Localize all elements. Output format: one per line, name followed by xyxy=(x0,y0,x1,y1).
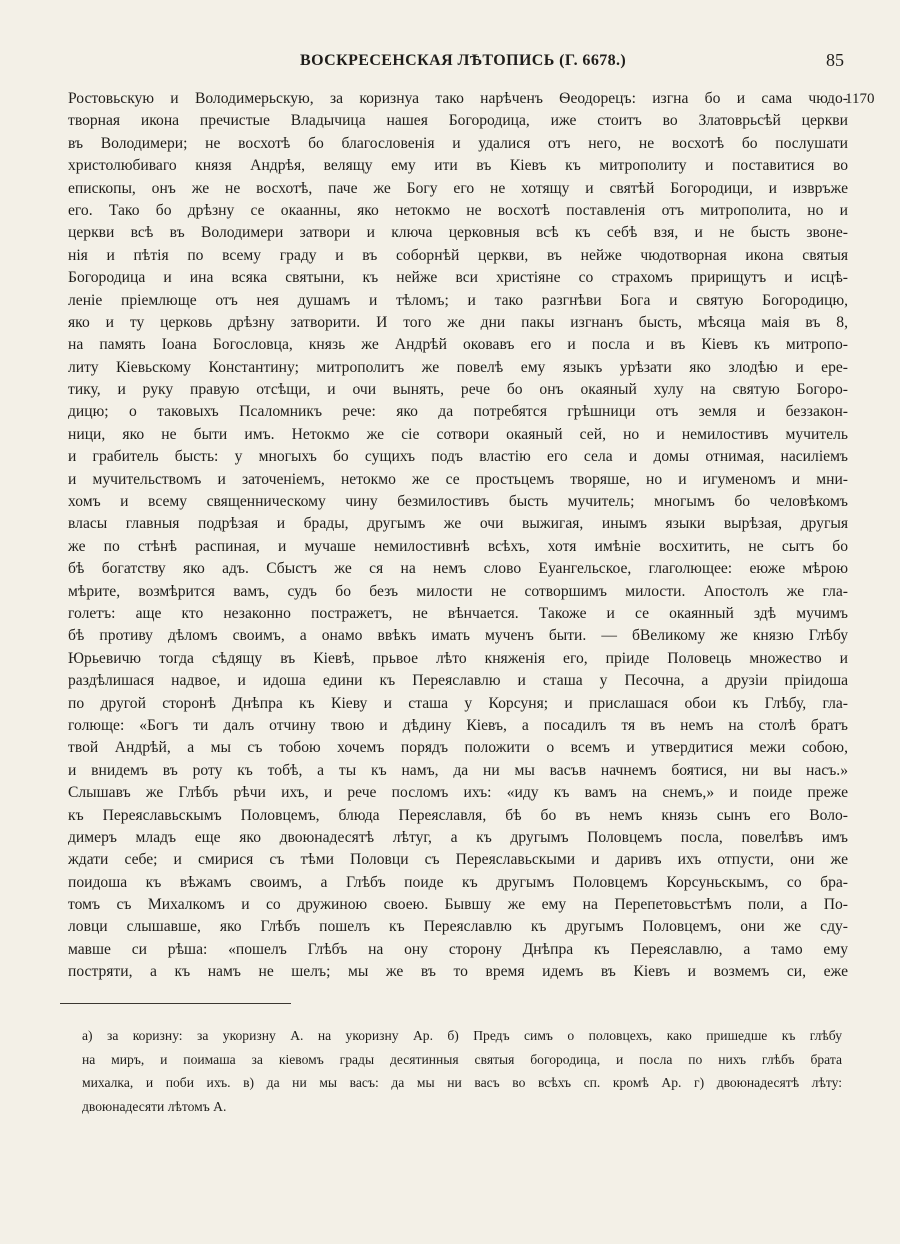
text-line: и внидемъ въ роту къ тобѣ, а ты къ намъ, да ни мы васъв начнемъ боятися, ни вы насъ.» xyxy=(68,761,848,779)
text-line: бѣ противу дѣломъ своимъ, а онамо ввѣкъ имать мученъ быти. — бВеликому же князю Глѣбу xyxy=(68,627,848,645)
text-line: литу Кіевьскому Константину; митрополитъ же повелѣ ему языкъ урѣзати яко злодѣю и ере- xyxy=(68,358,848,376)
text-line: бѣ богатству яко адъ. Сбыстъ же ся на немъ слово Еуангельское, глаголющее: еюже мѣрою xyxy=(68,560,848,578)
text-line: яко и ту церковь дрѣзну затворити. И того же дни пакы изгнанъ бысть, мѣсяца маія въ 8, xyxy=(68,313,848,331)
main-text xyxy=(68,88,848,984)
text-line: же по стѣнѣ распиная, и мучаше немилостивнѣ всѣхъ, хотя имѣніе восхитить, не сытъ бо xyxy=(68,537,848,555)
text-line: въ Володимери; не восхотѣ бо благословенія и удалися отъ него, не восхотѣ бо послушати xyxy=(68,134,848,152)
text-line: мѣрите, возмѣрится вамъ, судъ бо безъ милости не сотворшимъ милости. Апостолъ же гла- xyxy=(68,582,848,600)
running-title: ВОСКРЕСЕНСКАЯ ЛѢТОПИСЬ (Г. 6678.) xyxy=(300,52,627,69)
text-line: голюще: «Богъ ти далъ отчину твою и дѣдину Кіевъ, а посадилъ тя въ немъ на столѣ братъ xyxy=(68,716,848,734)
text-line: тику, и руку правую отсѣщи, и очи вынять, рече бо онъ окаяный хулу на святую Богоро- xyxy=(68,381,848,399)
text-line: раздѣлишася надвое, и идоша едини къ Переяславлю и сташа у Песочна, а друзіи пріидоша xyxy=(68,672,848,690)
text-line: дицю; о таковыхъ Псаломникъ рече: яко да потребятся грѣшници отъ земля и беззакон- xyxy=(68,403,848,421)
footnote-line: на миръ, и поимаша за кіевомъ грады десятинныя святыя богородица, и посла по нихъ глѣбъ брата xyxy=(82,1051,842,1067)
text-line: на память Іоана Богословца, князь же Андрѣй оковавъ его и посла и въ Кіевъ къ митропо- xyxy=(68,336,848,354)
page-header xyxy=(0,50,900,72)
text-line: томъ съ Михалкомъ и со дружиною своею. Бывшу же ему на Перепетовьстѣмъ поли, а По- xyxy=(68,896,848,914)
footnote-separator xyxy=(60,1003,291,1004)
text-line: ници, яко не быти имъ. Нетокмо же сіе сотвори окаяный сей, но и немилостивъ мучитель xyxy=(68,425,848,443)
margin-year-note: 1170 xyxy=(845,91,875,107)
text-line: творная икона пречистые Владычица нашея Богородица, иже стоитъ во Златоврьсѣй церкви xyxy=(68,112,848,130)
text-line: нія и пѣтія по всему граду и въ соборнѣй церкви, въ нейже чюдотворная икона святыя xyxy=(68,246,848,264)
text-line: ждати себе; и смирися съ тѣми Половци съ Переяславьскыми и даривъ ихъ отпусти, они же xyxy=(68,851,848,869)
text-line: хомъ и всему священническому чину безмилостивъ бысть мучитель; многымъ бо человѣкомъ xyxy=(68,493,848,511)
text-line: его. Тако бо дрѣзну се окаанны, яко нетокмо не восхотѣ поставленія отъ митрополита, но и xyxy=(68,201,848,219)
text-line: Ростовьскую и Володимерьскую, за коризнуа тако нарѣченъ Ѳеодорецъ: изгна бо и сама чюдо- xyxy=(68,90,848,107)
text-line: христолюбиваго князя Андрѣя, велящу ему ити въ Кіевъ къ митрополиту и поставитися во xyxy=(68,157,848,175)
text-line: Слышавъ же Глѣбъ рѣчи ихъ, и рече посломъ ихъ: «иду къ вамъ на снемъ,» и поиде преже xyxy=(68,784,848,802)
text-line: ловци слышавше, яко Глѣбъ пошелъ къ Переяславлю къ другымъ Половцемъ, они же сду- xyxy=(68,918,848,936)
footnote-line: двоюнадесяти лѣтомъ А. xyxy=(82,1098,227,1114)
page-number: 85 xyxy=(826,50,844,70)
text-line: постряти, а къ намъ не шелъ; мы же въ то время идемъ въ Кіевъ и возмемъ си, еже xyxy=(68,963,848,981)
text-line: и мучительствомъ и заточеніемъ, нетокмо же се простьцемъ творяше, но и игуменомъ и мни- xyxy=(68,470,848,488)
footnotes xyxy=(82,1024,842,1118)
footnote-line: а) за коризну: за укоризну А. на укоризну Ар. б) Предъ симъ о половцехъ, како пришедше къ глѣбу xyxy=(82,1028,842,1043)
text-line: къ Переяславьскымъ Половцемъ, блюда Переяславля, бѣ бо въ немъ князь сынъ его Воло- xyxy=(68,806,848,824)
text-line: димеръ младъ еще яко двоюнадесятѣ лѣтуг, а къ другымъ Половцемъ посла, повелѣвъ имъ xyxy=(68,828,848,846)
text-line: Юрьевичю тогда сѣдящу въ Кіевѣ, прьвое лѣто княженія его, пріиде Половець множество и xyxy=(68,649,848,667)
text-line: мавше си рѣша: «пошелъ Глѣбъ на ону сторону Днѣпра къ Переяславлю, а тамо ему xyxy=(68,940,848,958)
text-line: голетъ: аще кто незаконно постражетъ, не вѣнчается. Такоже и се окаянный здѣ мучимъ xyxy=(68,604,848,622)
text-line: и грабитель бысть: у многыхъ бо сущихъ подъ властію его села и домы отнимая, насиліемъ xyxy=(68,448,848,466)
text-line: Богородица и ина всяка святыни, къ нейже вси христіяне со страхомъ пририщутъ и исцѣ- xyxy=(68,269,848,287)
footnote-line: михалка, и поби ихъ. в) да ни мы васъ: да мы ни васъ во всѣхъ сп. кромѣ Ар. г) двоюнадесятѣ лѣту: xyxy=(82,1075,842,1091)
text-line: твой Андрѣй, а мы съ тобою хочемъ порядъ положити о всемъ и утвердитися межи собою, xyxy=(68,739,848,757)
text-line: власы главныя подрѣзая и брады, другымъ же очи выжигая, инымъ языки вырѣзая, другыя xyxy=(68,515,848,533)
text-line: по другой сторонѣ Днѣпра къ Кіеву и сташа у Корсуня; и прислашася обои къ Глѣбу, гла- xyxy=(68,694,848,712)
text-line: епископы, онъ же не восхотѣ, паче же Богу его не хотящу и святѣй Богородици, и извръже xyxy=(68,179,848,197)
text-line: поидоша къ вѣжамъ своимъ, а Глѣбъ поиде къ другымъ Половцемъ Корсуньскымъ, со бра- xyxy=(68,873,848,891)
text-line: леніе пріемлюще отъ нея душамъ и тѣломъ; и тако разгнѣви Бога и святую Богородицю, xyxy=(68,291,848,309)
text-line: церкви всѣ въ Володимери затвори и ключа церковныя всѣ къ себѣ взя, и не бысть звоне- xyxy=(68,224,848,242)
